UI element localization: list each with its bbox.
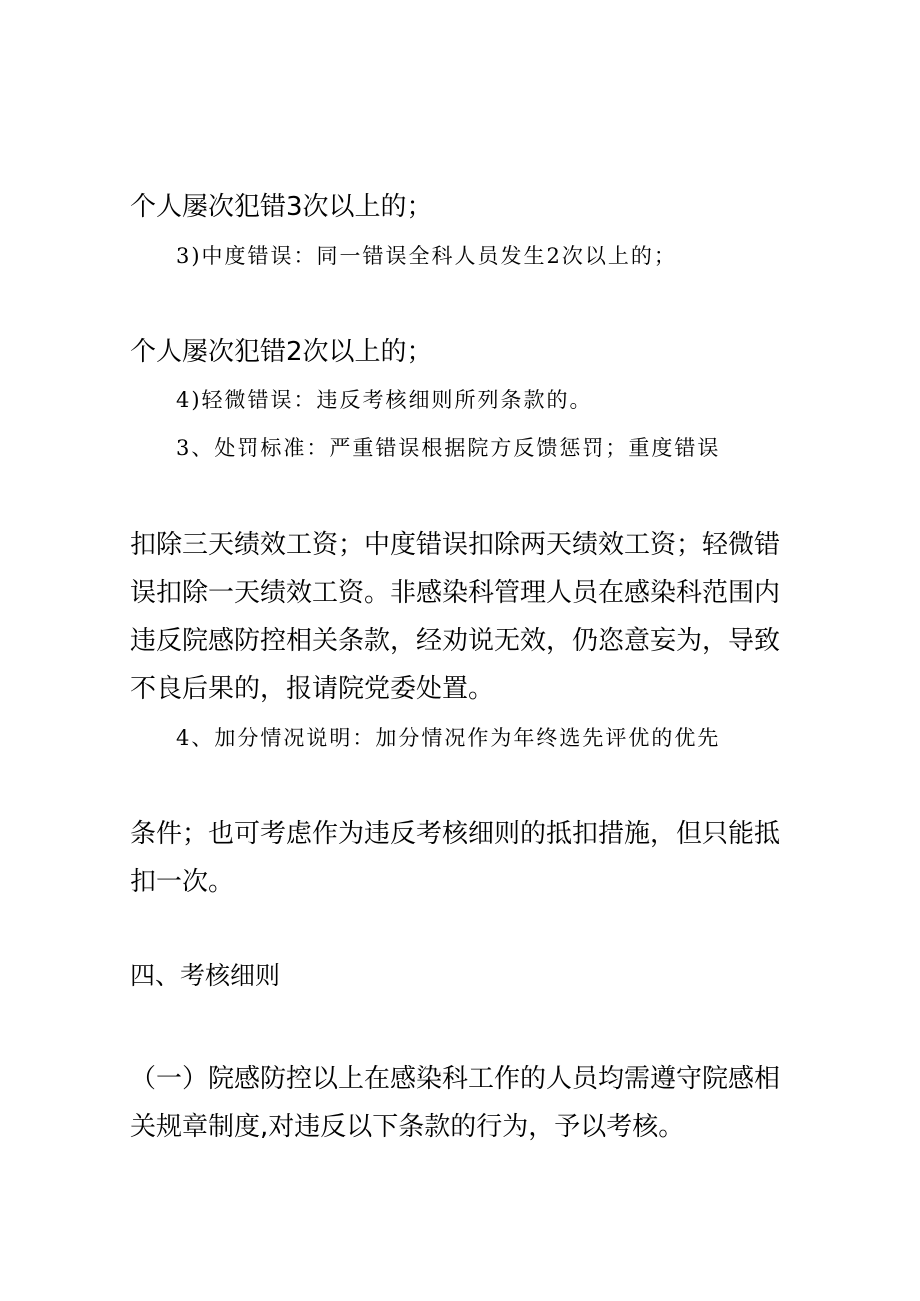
paragraph-penalty-details bbox=[130, 521, 780, 713]
text-line: 条件；也可考虑作为违反考核细则的抵扣措施，但只能抵 bbox=[130, 819, 781, 849]
paragraph-compliance-rules bbox=[130, 1055, 780, 1151]
text-line: （一）院感防控以上在感染科工作的人员均需遵守院感相 bbox=[130, 1064, 781, 1094]
text-line: 四、考核细则 bbox=[130, 961, 281, 990]
paragraph-bonus-explanation bbox=[176, 723, 720, 753]
paragraph-minor-error bbox=[176, 385, 593, 415]
text-line: 不良后果的，报请院党委处置。 bbox=[130, 674, 495, 704]
text-line: 关规章制度,对违反以下条款的行为，予以考核。 bbox=[130, 1112, 685, 1142]
text-line: 3、处罚标准：严重错误根据院方反馈惩罚；重度错误 bbox=[176, 436, 721, 460]
text-line: 3)中度错误：同一错误全科人员发生2次以上的； bbox=[176, 244, 677, 268]
text-line: 个人屡次犯错2次以上的； bbox=[130, 337, 433, 367]
text-line: 4)轻微错误：违反考核细则所列条款的。 bbox=[176, 388, 593, 412]
text-line: 个人屡次犯错3次以上的； bbox=[130, 192, 433, 222]
text-line: 扣一次。 bbox=[130, 867, 235, 897]
paragraph-bonus-conditions bbox=[130, 810, 780, 906]
paragraph-penalty-standard bbox=[176, 433, 720, 463]
text-line: 违反院感防控相关条款，经劝说无效，仍恣意妄为，导致 bbox=[130, 626, 781, 656]
paragraph-repeat-error-2 bbox=[130, 328, 433, 376]
section-heading-assessment-rules bbox=[130, 956, 280, 996]
paragraph-moderate-error bbox=[176, 241, 677, 271]
text-line: 误扣除一天绩效工资。非感染科管理人员在感染科范围内 bbox=[130, 578, 781, 608]
paragraph-repeat-error-3 bbox=[130, 183, 433, 231]
text-line: 扣除三天绩效工资；中度错误扣除两天绩效工资；轻微错 bbox=[130, 530, 781, 560]
text-line: 4、加分情况说明：加分情况作为年终选先评优的优先 bbox=[176, 726, 721, 750]
